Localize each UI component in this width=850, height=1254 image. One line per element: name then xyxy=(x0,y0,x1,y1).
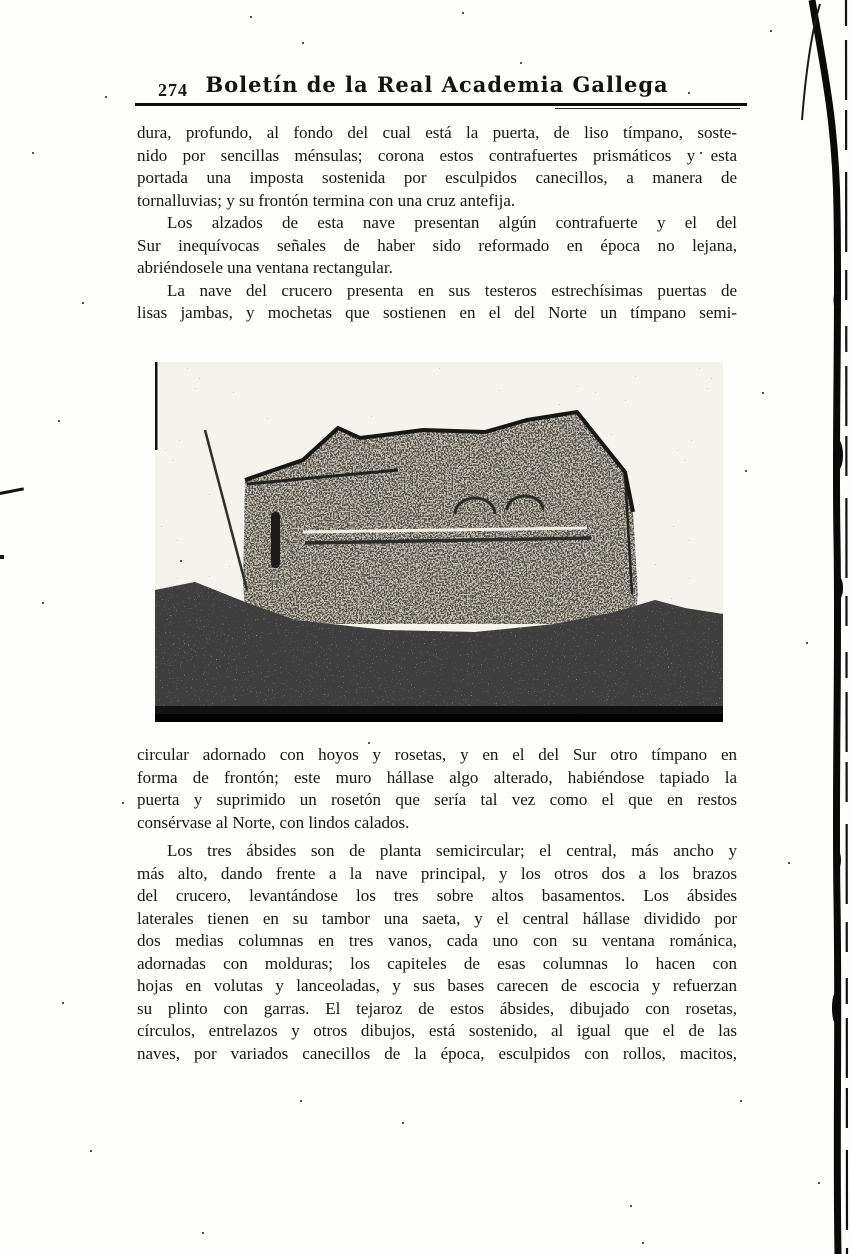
text-line: portada una imposta sostenida por esculpidos canecillos, a manera de xyxy=(137,168,737,187)
text-line: lisas jambas, y mochetas que sostienen en el del Norte un tímpano semi- xyxy=(137,303,737,322)
text-line: del crucero, levantándose los tres sobre altos basamentos. Los ábsides xyxy=(137,886,737,905)
scan-stray-dot xyxy=(0,555,4,559)
text-line: circular adornado con hoyos y rosetas, y en el del Sur otro tímpano en xyxy=(137,745,737,764)
journal-title: Boletín de la Real Academia Gallega xyxy=(205,72,669,97)
paragraph xyxy=(137,280,737,325)
paragraph xyxy=(137,840,737,1065)
church-photo xyxy=(155,362,723,722)
text-line: círculos, entrelazos y otros dibujos, está sostenido, al igual que el de las xyxy=(137,1021,737,1040)
book-gutter-shadow xyxy=(796,0,850,1254)
text-line: Los tres ábsides son de planta semicircular; el central, más ancho y xyxy=(167,841,737,860)
text-line: puerta y suprimido un rosetón que sería tal vez como el que en restos xyxy=(137,790,737,809)
text-line: Sur inequívocas señales de haber sido reformado en época no lejana, xyxy=(137,235,737,255)
scan-stray-mark xyxy=(0,487,24,495)
paragraph xyxy=(137,744,737,834)
text-line: dos medias columnas en tres vanos, cada uno con su ventana románica, xyxy=(137,931,737,950)
page-number: 274 xyxy=(158,80,188,100)
header-rule xyxy=(135,103,747,106)
text-line: tornalluvias; y su frontón termina con una cruz antefija. xyxy=(137,190,516,210)
text-line: su plinto con garras. El tejaroz de estos ábsides, dibujado con rosetas, xyxy=(137,998,737,1018)
text-line: consérvase al Norte, con lindos calados. xyxy=(137,812,410,832)
text-line: forma de frontón; este muro hállase algo alterado, habiéndose tapiado la xyxy=(137,767,737,787)
text-line: más alto, dando frente a la nave principal, y los otros dos a los brazos xyxy=(137,863,737,883)
text-line: abriéndosele una ventana rectangular. xyxy=(137,258,393,277)
text-line: dura, profundo, al fondo del cual está la puerta, de liso tímpano, soste- xyxy=(137,123,737,142)
text-line: naves, por variados canecillos de la época, esculpidos con rollos, macitos, xyxy=(137,1043,737,1063)
text-block-after-figure xyxy=(137,744,737,1065)
text-line: adornadas con molduras; los capiteles de esas columnas lo hacen con xyxy=(137,953,737,973)
text-line: nido por sencillas ménsulas; corona estos contrafuertes prismáticos y esta xyxy=(137,145,737,165)
text-line: hojas en volutas y lanceoladas, y sus bases carecen de escocia y refuerzan xyxy=(137,976,737,995)
paragraph xyxy=(137,212,737,280)
text-block-before-figure xyxy=(137,122,737,325)
scan-speckles xyxy=(0,0,2,2)
text-line: La nave del crucero presenta en sus testeros estrechísimas puertas de xyxy=(167,280,737,300)
church-photo-halftone xyxy=(155,362,723,722)
text-line: Los alzados de esta nave presentan algún contrafuerte y el del xyxy=(167,213,737,232)
paragraph xyxy=(137,122,737,212)
text-line: laterales tienen en su tambor una saeta, y el central hállase dividido por xyxy=(137,908,737,928)
